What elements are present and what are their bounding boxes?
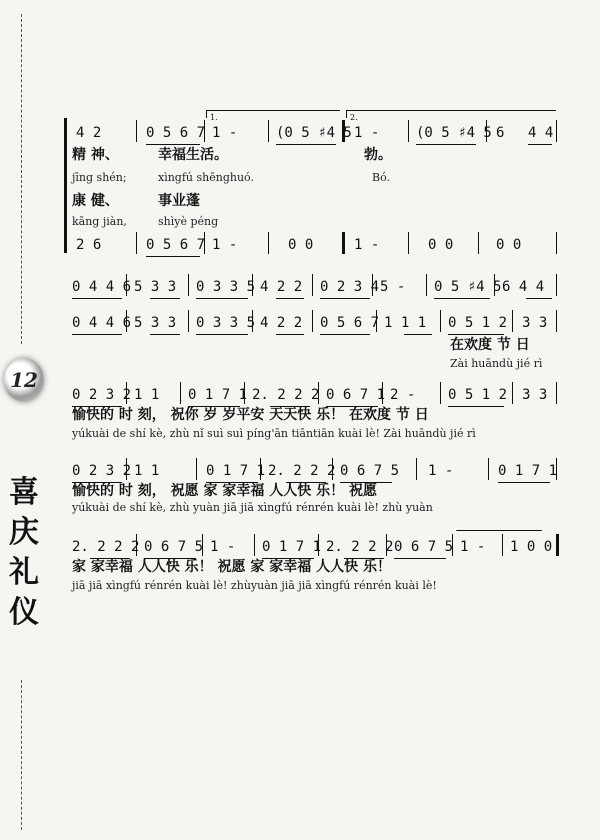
s2-upper-bar-6 — [426, 274, 427, 296]
s1-bar-2 — [204, 120, 205, 142]
s3-bar-1 — [126, 382, 127, 404]
s5-m1: 2. 2 2 2 — [72, 539, 140, 555]
s1-bass-underline — [146, 256, 200, 257]
s2-lower-bar-6 — [440, 310, 441, 332]
s2-lower-m1: 0 4 4 6 — [72, 315, 132, 331]
volta-2-label: 2. — [350, 113, 358, 122]
s2-ul-4 — [276, 298, 304, 299]
s3-bar-5 — [382, 382, 383, 404]
s1-melody-m7: 6 — [496, 125, 505, 141]
section-title-char-3: 礼 — [9, 555, 39, 590]
s1-underline-2 — [276, 144, 336, 145]
s2-lul-4 — [276, 334, 304, 335]
margin-dashed-rule-bottom — [21, 680, 22, 830]
s5-tie — [456, 530, 542, 531]
s2-lyric: 在欢度 节 日 — [450, 337, 530, 353]
s2-upper-bar-3 — [252, 274, 253, 296]
s3-pinyin: yúkuài de shí kè, zhù nǐ suì suì píng'ān tiāntiān kuài lè! Zài huāndù jié rì — [72, 427, 476, 440]
s4-bar-5 — [416, 458, 417, 480]
s1-lyric1-a: 精 神、 — [72, 147, 119, 163]
s2-upper-m1: 0 4 4 6 — [72, 279, 132, 295]
s1-repeat-bar — [342, 120, 345, 142]
s1-lyric1-c: 勃。 — [364, 147, 392, 163]
s1-bar-3 — [268, 120, 269, 142]
s2-upper-m2: 5 3 3 — [134, 279, 177, 295]
s1-bar-1 — [136, 120, 137, 142]
s2-ul-5 — [320, 298, 370, 299]
s3-m6: 2 - — [390, 387, 416, 403]
s2-ul-7 — [526, 298, 552, 299]
s5-bar-1 — [136, 534, 137, 556]
s2-lower-bar-5 — [376, 310, 377, 332]
s4-bar-2 — [196, 458, 197, 480]
s2-upper-bar-4 — [312, 274, 313, 296]
s1-pinyin1-b: xìngfú shēnghuó. — [158, 171, 254, 184]
s2-upper-bar-1 — [126, 274, 127, 296]
s1-bass-bar-2 — [204, 232, 205, 254]
s1-underline-1 — [146, 144, 200, 145]
s2-upper-m8: 6 4 4 — [502, 279, 545, 295]
s2-lower-m8: 3 3 — [522, 315, 548, 331]
s1-bass-bar-6 — [478, 232, 479, 254]
s3-ul-5 — [448, 406, 504, 407]
s4-m3: 0 1 7 1 — [206, 463, 266, 479]
s4-lyric: 愉快的 时 刻， 祝愿 家 家幸福 人人快 乐！ 祝愿 — [72, 483, 377, 499]
s5-m8: 1 0 0 — [510, 539, 553, 555]
s4-m2: 1 1 — [134, 463, 160, 479]
s1-bass-m7: 0 0 — [496, 237, 522, 253]
s2-upper-bar-8 — [556, 274, 557, 296]
s1-bar-7 — [556, 120, 557, 142]
s3-m4: 2. 2 2 2 — [252, 387, 320, 403]
s4-m7: 0 1 7 1 — [498, 463, 558, 479]
s1-melody-m4: (0 5 ♯4 5 — [276, 125, 352, 141]
s2-ul-1 — [72, 298, 122, 299]
s5-bar-3 — [254, 534, 255, 556]
volta-1-bracket — [206, 110, 340, 111]
s3-m8: 3 3 — [522, 387, 548, 403]
s5-m2: 0 6 7 5 — [144, 539, 204, 555]
s2-upper-m7: 0 5 ♯4 5 — [434, 279, 502, 295]
s2-lul-5 — [320, 334, 370, 335]
s3-m1: 0 2 3 2 — [72, 387, 132, 403]
s5-bar-7 — [502, 534, 503, 556]
s3-m7: 0 5 1 2 — [448, 387, 508, 403]
s2-upper-bar-7 — [494, 274, 495, 296]
s1-lyric2-b: 事业蓬 — [158, 193, 200, 209]
s2-lower-bar-1 — [126, 310, 127, 332]
s2-ul-2 — [150, 298, 180, 299]
section-title-char-2: 庆 — [9, 515, 39, 550]
s2-lower-m7: 0 5 1 2 — [448, 315, 508, 331]
s5-final-bar — [556, 534, 559, 556]
s5-bar-4 — [318, 534, 319, 556]
s1-bass-bar-3 — [268, 232, 269, 254]
s2-ul-3 — [196, 298, 248, 299]
s1-bass-m3: 1 - — [212, 237, 238, 253]
s1-bar-5 — [408, 120, 409, 142]
s3-lyric: 愉快的 时 刻， 祝你 岁 岁平安 天天快 乐！ 在欢度 节 日 — [72, 407, 429, 423]
s2-upper-m5: 0 2 3 4 — [320, 279, 380, 295]
s2-lower-m6: 1 1 1 — [384, 315, 427, 331]
s1-pinyin1-c: Bó. — [372, 171, 391, 184]
s3-m3: 0 1 7 1 — [188, 387, 248, 403]
s2-upper-m3: 0 3 3 5 — [196, 279, 256, 295]
s4-m6: 1 - — [428, 463, 454, 479]
s1-bass-m1: 2 6 — [76, 237, 102, 253]
volta-2-bracket — [346, 110, 556, 111]
s2-lower-bar-3 — [252, 310, 253, 332]
s3-bar-3 — [244, 382, 245, 404]
s4-bar-3 — [260, 458, 261, 480]
s4-ul-5 — [498, 482, 550, 483]
s1-melody-m8: 4 4 — [528, 125, 554, 141]
s1-bass-m6: 0 0 — [428, 237, 454, 253]
s1-underline-3 — [416, 144, 476, 145]
s2-lower-m5: 0 5 6 7 — [320, 315, 380, 331]
volta-2-tick — [346, 110, 347, 118]
s1-bass-bar-5 — [408, 232, 409, 254]
margin-dashed-rule-top — [21, 14, 22, 344]
s1-bass-bar-7 — [556, 232, 557, 254]
s2-ul-6 — [434, 298, 490, 299]
s2-lower-bar-8 — [556, 310, 557, 332]
s4-pinyin: yúkuài de shí kè, zhù yuàn jiā jiā xìngfú rénrén kuài lè! zhù yuàn — [72, 501, 433, 514]
s1-bar-6 — [486, 120, 487, 142]
s5-bar-2 — [202, 534, 203, 556]
s2-lul-6 — [404, 334, 432, 335]
section-title-char-1: 喜 — [9, 475, 39, 510]
s2-upper-m6: 5 - — [380, 279, 406, 295]
s3-bar-2 — [180, 382, 181, 404]
s4-m4: 2. 2 2 2 — [268, 463, 336, 479]
s2-pinyin: Zài huāndù jié rì — [450, 357, 543, 370]
s1-pinyin1-a: jīng shén; — [72, 171, 127, 184]
s2-lower-bar-7 — [512, 310, 513, 332]
s3-bar-4 — [318, 382, 319, 404]
s3-bar-7 — [512, 382, 513, 404]
s4-bar-7 — [556, 458, 557, 480]
s5-lyric: 家 家幸福 人人快 乐！ 祝愿 家 家幸福 人人快 乐！ — [72, 559, 391, 575]
s4-bar-6 — [488, 458, 489, 480]
volta-1-label: 1. — [210, 113, 218, 122]
s2-lul-1 — [72, 334, 122, 335]
s2-lower-m3: 0 3 3 5 — [196, 315, 256, 331]
s1-underline-4 — [528, 144, 552, 145]
s1-pinyin2-a: kāng jiàn, — [72, 215, 127, 228]
s1-melody-m5: 1 - — [354, 125, 380, 141]
s5-m7: 1 - — [460, 539, 486, 555]
s1-bass-m5: 1 - — [354, 237, 380, 253]
s2-lower-m2: 5 3 3 — [134, 315, 177, 331]
s2-lul-7 — [448, 334, 504, 335]
section-title-vertical — [6, 476, 42, 630]
s1-bass-repeat-bar — [342, 232, 345, 254]
s1-bass-bar-1 — [136, 232, 137, 254]
s4-bar-1 — [126, 458, 127, 480]
s5-m3: 1 - — [210, 539, 236, 555]
s2-upper-m4: 4 2 2 — [260, 279, 303, 295]
page-number-badge — [4, 358, 44, 402]
s5-m6: 0 6 7 5 — [394, 539, 454, 555]
s1-melody-m1: 4 2 — [76, 125, 102, 141]
s2-lower-bar-4 — [312, 310, 313, 332]
system-1-brace — [64, 118, 67, 253]
s5-m4: 0 1 7 1 — [262, 539, 322, 555]
page-number: 12 — [10, 368, 38, 392]
s4-m1: 0 2 3 2 — [72, 463, 132, 479]
s1-melody-m3: 1 - — [212, 125, 238, 141]
s5-bar-5 — [386, 534, 387, 556]
s3-bar-6 — [440, 382, 441, 404]
s1-melody-m6: (0 5 ♯4 5 — [416, 125, 492, 141]
s1-lyric2-a: 康 健、 — [72, 193, 119, 209]
volta-1-tick — [206, 110, 207, 118]
s2-lower-bar-2 — [188, 310, 189, 332]
s2-upper-bar-2 — [188, 274, 189, 296]
s1-pinyin2-b: shìyè péng — [158, 215, 219, 228]
s4-bar-4 — [332, 458, 333, 480]
s1-bass-m2: 0 5 6 7 — [146, 237, 206, 253]
s1-lyric1-b: 幸福生活。 — [158, 147, 228, 163]
s5-bar-6 — [452, 534, 453, 556]
s1-bass-m4: 0 0 — [288, 237, 314, 253]
s3-m5: 0 6 7 1 — [326, 387, 386, 403]
s3-bar-8 — [556, 382, 557, 404]
s2-lul-2 — [150, 334, 180, 335]
s1-melody-m2: 0 5 6 7 — [146, 125, 206, 141]
s5-m5: 2. 2 2 2 — [326, 539, 394, 555]
section-title-char-4: 仪 — [9, 595, 39, 630]
s5-pinyin: jiā jiā xìngfú rénrén kuài lè! zhùyuàn jiā jiā xìngfú rénrén kuài lè! — [72, 579, 437, 592]
s4-m5: 0 6 7 5 — [340, 463, 400, 479]
s2-lower-m4: 4 2 2 — [260, 315, 303, 331]
s3-m2: 1 1 — [134, 387, 160, 403]
s2-lul-3 — [196, 334, 248, 335]
s2-upper-bar-5 — [372, 274, 373, 296]
s5-ul-5 — [394, 558, 446, 559]
